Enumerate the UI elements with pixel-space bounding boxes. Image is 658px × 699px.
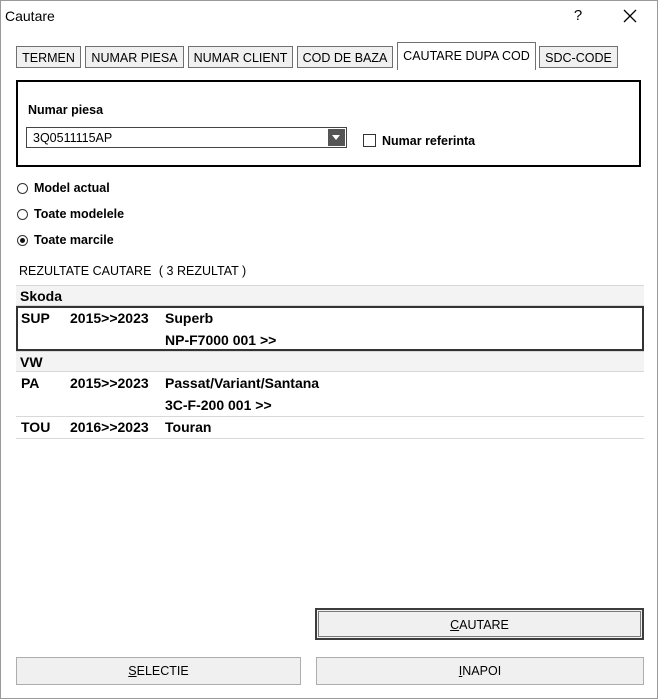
part-number-label: Numar piesa — [28, 103, 104, 117]
help-button[interactable]: ? — [573, 7, 583, 24]
search-button-label — [450, 618, 509, 632]
group-brand-vw: VW — [20, 354, 43, 370]
search-button-mnemonic: C — [450, 618, 460, 632]
tab-numar-piesa[interactable]: NUMAR PIESA — [85, 46, 184, 68]
row-part-number[interactable]: 3C-F-200 001 >> — [165, 397, 272, 413]
result-row[interactable] — [16, 372, 644, 417]
radio-toate-modelele-label: Toate modelele — [34, 207, 125, 221]
reference-number-label: Numar referinta — [382, 134, 476, 148]
part-number-combobox[interactable] — [26, 127, 347, 148]
row-years: 2015>>2023 — [70, 375, 149, 391]
row-years: 2015>>2023 — [70, 310, 149, 326]
row-part-number[interactable]: NP-F7000 001 >> — [165, 332, 277, 348]
radio-model-actual-label: Model actual — [34, 181, 110, 195]
result-row[interactable] — [16, 417, 644, 439]
row-years: 2016>>2023 — [70, 419, 149, 435]
group-brand-skoda: Skoda — [20, 288, 63, 304]
result-row-selected[interactable] — [16, 306, 644, 351]
results-heading — [19, 264, 246, 278]
radio-toate-marcile[interactable] — [17, 235, 28, 246]
close-icon — [623, 9, 637, 23]
title-bar — [1, 1, 657, 33]
window-title: Cautare — [5, 8, 55, 24]
search-button-text: AUTARE — [459, 618, 509, 632]
select-button-mnemonic: S — [128, 664, 137, 678]
row-model: Passat/Variant/Santana — [165, 375, 320, 391]
tab-cod-de-baza[interactable]: COD DE BAZA — [297, 46, 393, 68]
back-button-text: NAPOI — [462, 664, 502, 678]
back-button[interactable] — [316, 657, 644, 685]
row-model: Superb — [165, 310, 214, 326]
select-button-text: ELECTIE — [136, 664, 189, 678]
search-group-box — [16, 80, 641, 167]
row-model: Touran — [165, 419, 212, 435]
radio-toate-modelele[interactable] — [17, 209, 28, 220]
reference-number-checkbox[interactable] — [363, 134, 376, 147]
row-code: TOU — [21, 419, 51, 435]
tab-sdc-code[interactable]: SDC-CODE — [539, 46, 618, 68]
radio-model-actual[interactable] — [17, 183, 28, 194]
dropdown-arrow-icon[interactable] — [328, 129, 345, 146]
row-code: SUP — [21, 310, 50, 326]
back-button-mnemonic: I — [458, 664, 463, 678]
search-button[interactable] — [315, 608, 644, 640]
tab-numar-client[interactable]: NUMAR CLIENT — [188, 46, 293, 68]
part-number-value: 3Q0511115AP — [33, 131, 113, 145]
select-button[interactable] — [16, 657, 301, 685]
close-button[interactable] — [615, 4, 645, 28]
results-title: REZULTATE CAUTARE — [19, 264, 152, 278]
result-group-header — [16, 351, 644, 372]
select-button-label — [128, 664, 188, 678]
results-count: ( 3 REZULTAT ) — [158, 264, 247, 278]
result-group-header — [16, 285, 644, 306]
back-button-label — [459, 664, 501, 678]
tab-cautare-dupa-cod[interactable]: CAUTARE DUPA COD — [397, 42, 536, 70]
radio-toate-marcile-label: Toate marcile — [34, 233, 114, 247]
tab-termen[interactable]: TERMEN — [16, 46, 81, 68]
row-code: PA — [21, 375, 40, 391]
